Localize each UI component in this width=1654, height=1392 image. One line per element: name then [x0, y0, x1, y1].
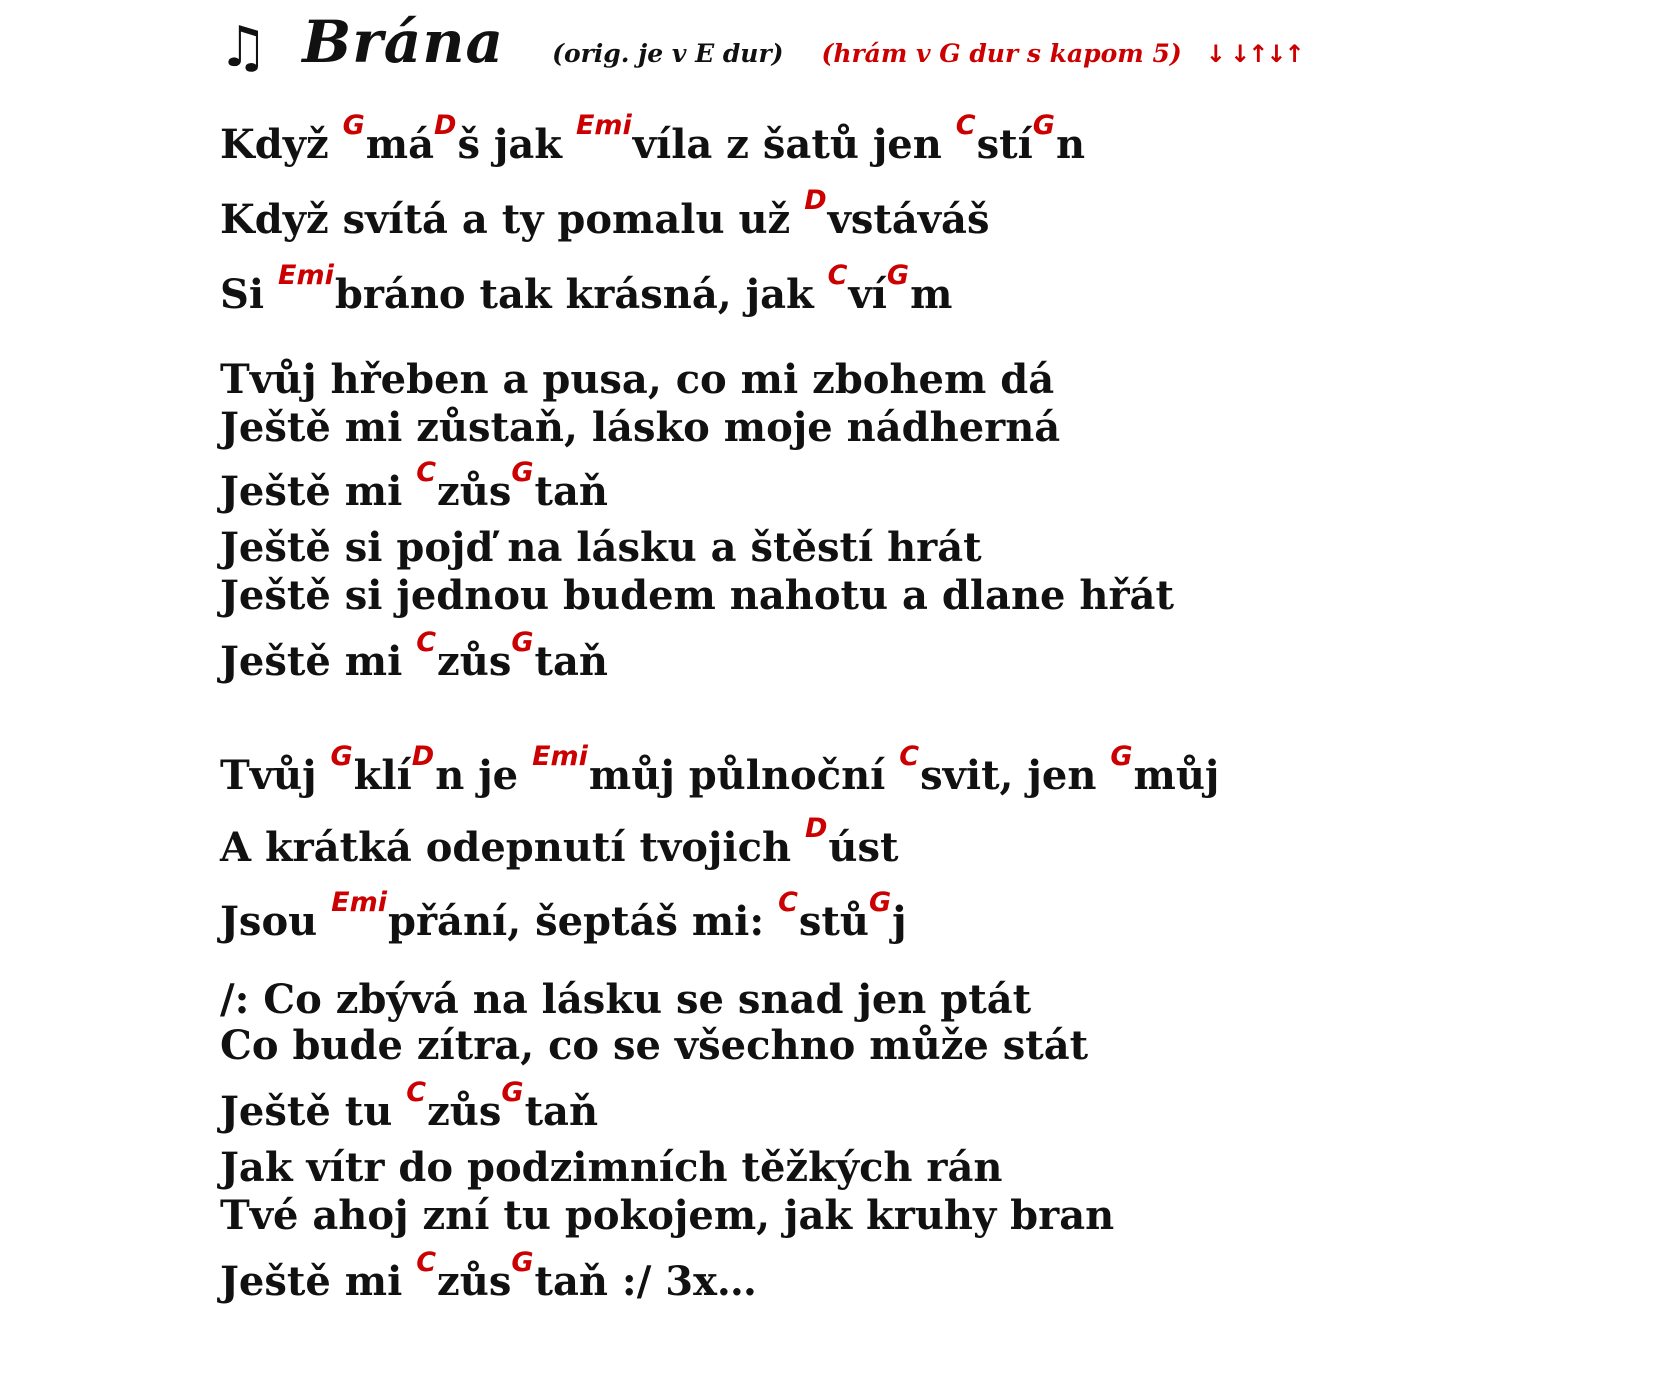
lyric-line [220, 572, 1174, 619]
lyric-text: Když svítá a ty pomalu už [220, 196, 805, 243]
song-header [218, 8, 1303, 88]
chord-label: D [434, 110, 457, 141]
lyric-text: š jak [457, 121, 576, 168]
lyric-text: bráno tak krásná, jak [334, 271, 828, 318]
lyric-text: přání, šeptáš mi: [387, 898, 779, 945]
lyric-text: má [365, 121, 435, 168]
chord-label: D [804, 813, 828, 844]
lyric-text: zůs [437, 1258, 512, 1305]
lyric-text: m [910, 271, 953, 318]
chord-label: G [511, 1247, 534, 1278]
chord-label: C [416, 1247, 437, 1278]
lyric-text: taň [534, 468, 609, 515]
lyric-text: Když [220, 121, 343, 168]
lyric-line [220, 404, 1061, 451]
lyric-text: Tvůj hřeben a pusa, co mi zbohem dá [220, 356, 1055, 403]
chord-label: G [886, 260, 910, 291]
chord-label: G [511, 457, 534, 488]
chord-label: G [868, 887, 892, 918]
lyric-text: Ještě mi [220, 638, 417, 685]
chord-label: G [501, 1077, 524, 1108]
lyric-line [220, 887, 907, 945]
lyric-text: stů [798, 898, 869, 945]
lyric-line [220, 1247, 757, 1305]
lyric-text: svit, jen [920, 752, 1111, 799]
chord-label: G [511, 627, 534, 658]
lyric-text: taň [534, 638, 609, 685]
lyric-text: můj [1133, 752, 1220, 799]
chord-label: C [955, 110, 976, 141]
lyric-line [220, 741, 1220, 799]
music-note-icon: ♫ [218, 15, 269, 80]
lyric-text: Tvůj [220, 752, 331, 799]
lyric-text: /: Co zbývá na lásku se snad jen ptát [220, 976, 1032, 1023]
chord-label: D [804, 185, 827, 216]
lyric-line [220, 627, 609, 685]
lyric-text: zůs [437, 638, 512, 685]
lyric-text: úst [828, 824, 899, 871]
lyric-text: Ještě mi zůstaň, lásko moje nádherná [220, 404, 1061, 451]
chord-label: C [406, 1077, 427, 1108]
chord-label: G [1110, 741, 1133, 772]
lyric-text: víla z šatů jen [632, 121, 956, 168]
lyric-line [220, 976, 1032, 1023]
lyric-text: Jak vítr do podzimních těžkých rán [220, 1144, 1003, 1191]
chord-label: Emi [532, 741, 588, 772]
lyric-text: taň [524, 1088, 599, 1135]
chord-label: C [778, 887, 798, 918]
lyric-text: stí [976, 121, 1033, 168]
lyric-line [220, 260, 953, 318]
lyric-line [220, 457, 609, 515]
lyric-text: klí [353, 752, 412, 799]
lyric-text: taň :/ 3x… [534, 1258, 757, 1305]
lyric-text: Tvé ahoj zní tu pokojem, jak kruhy bran [220, 1192, 1115, 1239]
chord-label: G [342, 110, 365, 141]
lyric-text: Jsou [220, 898, 332, 945]
chord-label: C [827, 260, 848, 291]
playing-key-note: (hrám v G dur s kapom 5) [821, 39, 1182, 68]
lyric-text: Ještě si pojď na lásku a štěstí hrát [220, 524, 982, 571]
chord-label: C [899, 741, 920, 772]
lyric-text: Co bude zítra, co se všechno může stát [220, 1022, 1089, 1069]
lyric-line [220, 813, 899, 871]
lyric-text: můj půlnoční [588, 752, 900, 799]
lyric-line [220, 1144, 1003, 1191]
lyric-text: A krátká odepnutí tvojich [220, 824, 805, 871]
lyric-line [220, 185, 990, 243]
lyric-text: Ještě tu [220, 1088, 407, 1135]
chord-label: D [411, 741, 435, 772]
lyric-text: Ještě mi [220, 468, 417, 515]
lyric-text: ví [848, 271, 887, 318]
chord-label: C [416, 457, 437, 488]
lyric-text: zůs [437, 468, 512, 515]
lyric-line [220, 524, 982, 571]
chord-label: Emi [331, 887, 387, 918]
lyric-line [220, 1077, 599, 1135]
chord-label: Emi [575, 110, 632, 141]
lyric-line [220, 356, 1055, 403]
song-title: Brána [302, 8, 505, 76]
chord-label: Emi [278, 260, 334, 291]
original-key-note: (orig. je v E dur) [552, 39, 784, 68]
chord-label: G [1032, 110, 1055, 141]
lyric-text: Ještě mi [220, 1258, 417, 1305]
lyric-text: Si [220, 271, 279, 318]
lyric-line [220, 1192, 1115, 1239]
lyric-text: n je [435, 752, 533, 799]
lyric-text: Ještě si jednou budem nahotu a dlane hřát [220, 572, 1174, 619]
lyric-line [220, 1022, 1089, 1069]
strumming-pattern: ↓ ↓↑↓↑ [1205, 40, 1303, 68]
chord-label: C [416, 627, 437, 658]
lyric-text: n [1055, 121, 1086, 168]
lyric-text: zůs [427, 1088, 502, 1135]
lyric-text: vstáváš [827, 196, 990, 243]
chord-label: G [330, 741, 353, 772]
lyric-line [220, 110, 1086, 168]
lyric-text: j [892, 898, 907, 945]
